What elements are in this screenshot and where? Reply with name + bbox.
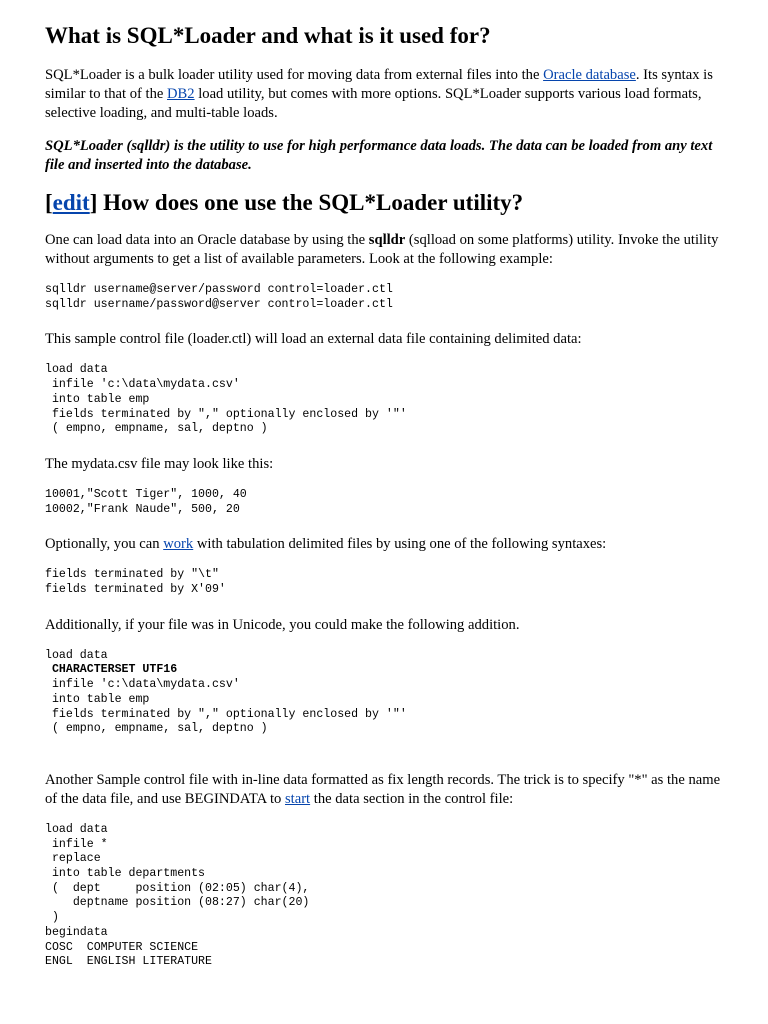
unicode-paragraph: Additionally, if your file was in Unicode, you could make the following addition. xyxy=(45,616,520,633)
tabulation-paragraph xyxy=(45,535,724,554)
oracle-database-link[interactable]: Oracle database xyxy=(543,67,636,83)
code-block-sqlldr-commands: sqlldr username@server/password control=loader.ctl sqlldr username/password@server control=loader.ctl xyxy=(45,283,393,311)
usage-paragraph xyxy=(45,231,724,269)
heading-bracket-close: ] xyxy=(89,190,98,215)
code-block-tab-delimited: fields terminated by "\t" fields terminated by X'09' xyxy=(45,568,226,597)
code-block-inline-data: load data infile * replace into table departments ( dept position (02:05) char(4), deptname position (08:27) char(20) ) begindata COSC COMPUTER SCIENCE ENGL ENGLISH LITERATURE xyxy=(45,822,310,969)
section-heading-usage xyxy=(45,189,724,217)
usage-text-2: (sqlload on some platforms) utility. Invoke the utility without arguments to get a list of available parameters. Look at the following example: xyxy=(45,232,719,267)
tab-text-1: Optionally, you can xyxy=(45,536,164,553)
code-block-csv-data: 10001,"Scott Tiger", 1000, 40 10002,"Frank Naude", 500, 20 xyxy=(45,487,247,516)
mydata-paragraph: The mydata.csv file may look like this: xyxy=(45,455,274,472)
sample-control-paragraph: This sample control file (loader.ctl) will load an external data file containing delimited data: xyxy=(45,331,582,348)
intro-text-3: load utility, but comes with more options. SQL*Loader supports various load formats, selective loading, and multi-table loads. xyxy=(45,86,702,121)
another-text-1: Another Sample control file with in-line data formatted as fix length records. The trick is to specify "*" as the name of the data file, and use BEGINDATA to xyxy=(45,771,721,807)
edit-link[interactable]: edit xyxy=(52,190,90,215)
sqlldr-bold: sqlldr xyxy=(368,232,406,248)
db2-link[interactable]: DB2 xyxy=(167,86,195,102)
section-heading-title: How does one use the SQL*Loader utility? xyxy=(97,190,524,215)
heading-bracket-open: [ xyxy=(45,190,53,215)
tab-text-2: with tabulation delimited files by using one of the following syntaxes: xyxy=(193,536,607,553)
usage-text-1: One can load data into an Oracle database by using the xyxy=(45,232,369,248)
inline-data-paragraph xyxy=(45,771,724,809)
intro-text-2: . Its syntax is similar to that of the xyxy=(45,67,713,102)
code5-rest: infile 'c:\data\mydata.csv' into table emp fields terminated by "," optionally enclosed by '"' ( empno, empname, sal, deptno ) xyxy=(51,678,407,736)
emphasis-paragraph: SQL*Loader (sqlldr) is the utility to use for high performance data loads. The data can be loaded from any text file and inserted into the database. xyxy=(45,138,713,173)
work-link[interactable]: work xyxy=(163,536,194,553)
intro-paragraph xyxy=(45,66,724,123)
code-block-control-file: load data infile 'c:\data\mydata.csv' into table emp fields terminated by "," optionally enclosed by '"' ( empno, empname, sal, deptno ) xyxy=(45,363,407,436)
page-title: What is SQL*Loader and what is it used for? xyxy=(45,23,491,48)
code5-line1: load data xyxy=(45,648,108,662)
start-link[interactable]: start xyxy=(284,790,311,807)
characterset-line: CHARACTERSET UTF16 xyxy=(45,663,178,677)
code-block-unicode-control xyxy=(45,649,724,737)
intro-text-1: SQL*Loader is a bulk loader utility used for moving data from external files into the xyxy=(45,67,544,83)
another-text-2: the data section in the control file: xyxy=(310,790,514,807)
